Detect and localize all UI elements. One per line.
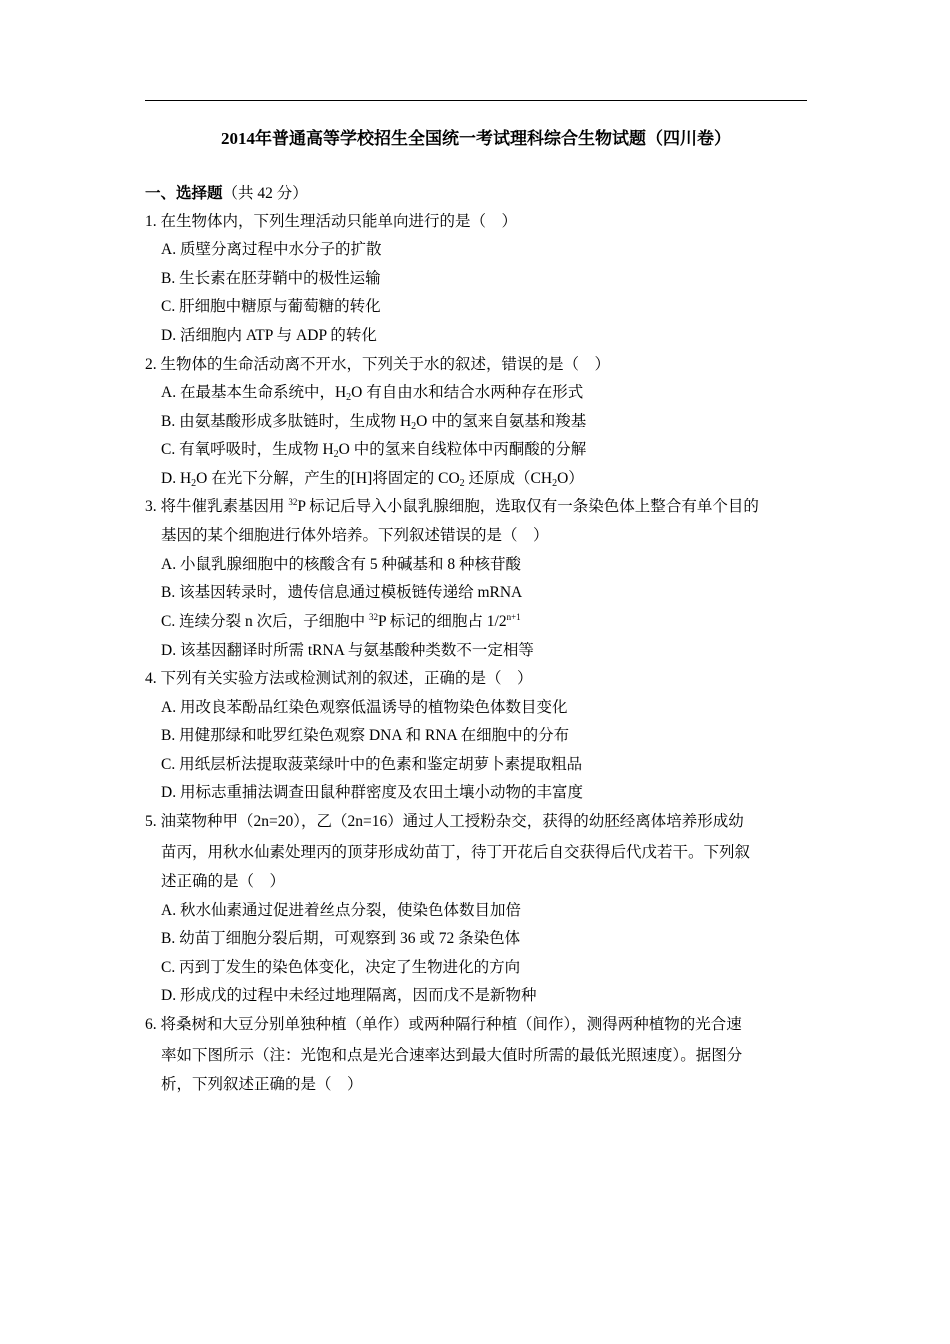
question-6-stem-line-3: 析，下列叙述正确的是（ ） [161,1076,363,1093]
question-1-option-b: B. 生长素在胚芽鞘中的极性运输 [161,270,381,287]
question-4-stem: 4. 下列有关实验方法或检测试剂的叙述，正确的是（ ） [145,670,533,687]
question-3-option-a: A. 小鼠乳腺细胞中的核酸含有 5 种碱基和 8 种核苷酸 [161,556,521,573]
question-5-option-b: B. 幼苗丁细胞分裂后期，可观察到 36 或 72 条染色体 [161,930,521,947]
question-4-option-a: A. 用改良苯酚品红染色观察低温诱导的植物染色体数目变化 [161,699,568,716]
question-3-option-b: B. 该基因转录时，遗传信息通过模板链传递给 mRNA [161,584,523,601]
question-4-option-c: C. 用纸层析法提取菠菜绿叶中的色素和鉴定胡萝卜素提取粗品 [161,756,583,773]
question-5-stem-line-2: 苗丙，用秋水仙素处理丙的顶芽形成幼苗丁，待丁开花后自交获得后代戊若干。下列叙 [161,844,751,861]
question-6-stem-line-2: 率如下图所示（注：光饱和点是光合速率达到最大值时所需的最低光照速度）。据图分 [161,1047,743,1064]
page-title: 2014年普通高等学校招生全国统一考试理科综合生物试题（四川卷） [221,129,731,148]
question-5-option-c: C. 丙到丁发生的染色体变化，决定了生物进化的方向 [161,959,521,976]
question-4-option-b: B. 用健那绿和吡罗红染色观察 DNA 和 RNA 在细胞中的分布 [161,727,570,744]
header-rule [145,100,807,101]
question-2-option-a: A. 在最基本生命系统中，$H_2O$ 有自由水和结合水两种存在形式 [161,384,584,403]
question-1-option-d: D. 活细胞内 ATP 与 ADP 的转化 [161,327,377,344]
question-2-stem: 2. 生物体的生命活动离不开水，下列关于水的叙述，错误的是（ ） [145,356,611,373]
question-3-stem-line-1: 3. 将牛催乳素基因用 $^{32}$P 标记后导入小鼠乳腺细胞，选取仅有一条染色体上整合有单个目的 [145,497,759,515]
question-5-stem-line-3: 述正确的是（ ） [161,873,286,890]
question-3-option-c: C. 连续分裂 n 次后，子细胞中 $^{32}$P 标记的细胞占 $1/2^{n+1}$ [161,612,521,630]
question-2-option-b: B. 由氨基酸形成多肽链时，生成物 $H_2O$ 中的氢来自氨基和羧基 [161,413,587,432]
question-2-option-d: D. $H_2O$ 在光下分解，产生的[H]将固定的 $CO_2$ 还原成$(CH_2O)$ [161,470,584,489]
question-3-stem-line-2: 基因的某个细胞进行体外培养。下列叙述错误的是（ ） [161,527,549,544]
question-5-stem-line-1: 5. 油菜物种甲（2n=20），乙（2n=16）通过人工授粉杂交，获得的幼胚经离体培养形成幼 [145,813,744,830]
question-2-option-c: C. 有氧呼吸时，生成物 $H_2O$ 中的氢来自线粒体中丙酮酸的分解 [161,441,587,460]
section-heading: 一、选择题（共 42 分） [145,185,308,202]
question-3-option-d: D. 该基因翻译时所需 tRNA 与氨基酸种类数不一定相等 [161,642,534,659]
question-5-option-a: A. 秋水仙素通过促进着丝点分裂，使染色体数目加倍 [161,902,521,919]
question-5-option-d: D. 形成戊的过程中未经过地理隔离，因而戊不是新物种 [161,987,537,1004]
question-1-stem: 1. 在生物体内，下列生理活动只能单向进行的是（ ） [145,213,518,230]
question-4-option-d: D. 用标志重捕法调查田鼠种群密度及农田土壤小动物的丰富度 [161,784,583,801]
question-1-option-a: A. 质壁分离过程中水分子的扩散 [161,241,382,258]
question-6-stem-line-1: 6. 将桑树和大豆分别单独种植（单作）或两种隔行种植（间作），测得两种植物的光合速 [145,1016,742,1033]
question-1-option-c: C. 肝细胞中糖原与葡萄糖的转化 [161,298,381,315]
